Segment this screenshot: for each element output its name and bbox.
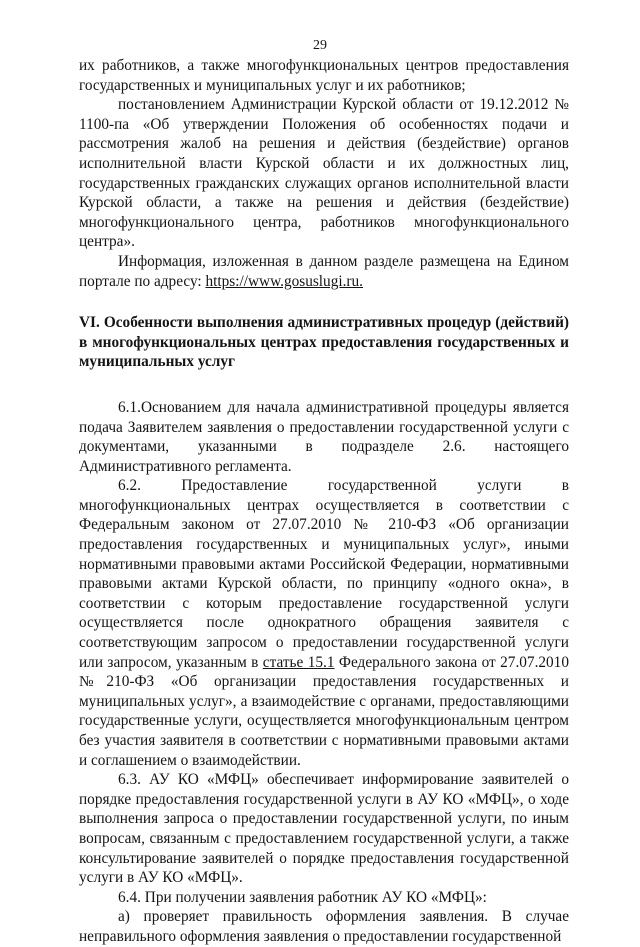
paragraph-6-1: 6.1.Основанием для начала административной процедуры является подача Заявителем заявления о предоставлении государственной услуги с документами, указанными в подразделе 2.6. настоящего Административного регламента. bbox=[79, 398, 569, 475]
gosuslugi-link[interactable]: https://www.gosuslugi.ru. bbox=[205, 272, 363, 290]
paragraph-resolution: постановлением Администрации Курской области от 19.12.2012 № 1100-па «Об утверждении Положения об особенностях подачи и рассмотрения жалоб на решения и действия (бездействие) органов исполнительной власти Курской области и их должностных лиц, государственных гражданских служащих органов исполнительной власти Курской области, а также на решения и действия (бездействие) многофункционального центра, работников многофункционального центра». bbox=[79, 96, 569, 251]
paragraph-6-4: 6.4. При получении заявления работник АУ КО «МФЦ»: bbox=[118, 888, 487, 906]
page-number: 29 bbox=[313, 38, 327, 53]
paragraph-6-3: 6.3. АУ КО «МФЦ» обеспечивает информирование заявителей о порядке предоставления государственной услуги в АУ КО «МФЦ», о ходе выполнения запроса о предоставлении государственной услуги, по иным вопросам, связанным с предоставлением государственной услуги, а также консультирование заявителей о порядке предоставления государственной услуги в АУ КО «МФЦ». bbox=[79, 771, 569, 887]
paragraph-6-4-a: а) проверяет правильность оформления заявления. В случае неправильного оформления заявления о предоставлении государственной bbox=[79, 908, 569, 945]
section-heading: VI. Особенности выполнения административных процедур (действий) в многофункциональных центрах предоставления государственных и муниципальных услуг bbox=[79, 314, 569, 371]
paragraph-info bbox=[79, 252, 569, 291]
p62-text-after: Федерального закона от 27.07.2010 №210-ФЗ «Об организации предоставления государственных и муниципальных услуг», а взаимодействие с органами, предоставляющими государственные услуги, осуществляется многофункциональным центром без участия заявителя в соответствии с нормативными правовыми актами и соглашением о взаимодействии. bbox=[79, 653, 569, 769]
p62-text-before: 6.2. Предоставление государственной услуги в многофункциональных центрах осуществляется в соответствии с Федеральным законом от 27.07.2010 № 210-ФЗ «Об организации предоставления государственных и муниципальных услуг», иными нормативными правовыми актами Российской Федерации, нормативными правовыми актами Курской области, по принципу «одного окна», в соответствии с которым предоставление государственной услуги осуществляется после однократного обращения заявителя с соответствующим запросом о предоставлении государственной услуги или запросом, указанным в bbox=[79, 477, 569, 671]
paragraph-workers: их работников, а также многофункциональных центров предоставления государственных и муниципальных услуг и их работников; bbox=[79, 57, 569, 94]
document-body bbox=[79, 56, 569, 947]
paragraph-6-2 bbox=[79, 476, 569, 770]
article-15-1-link[interactable]: статье 15.1 bbox=[262, 653, 335, 671]
info-text: Информация, изложенная в данном разделе размещена на Едином портале по адресу: bbox=[79, 252, 569, 290]
